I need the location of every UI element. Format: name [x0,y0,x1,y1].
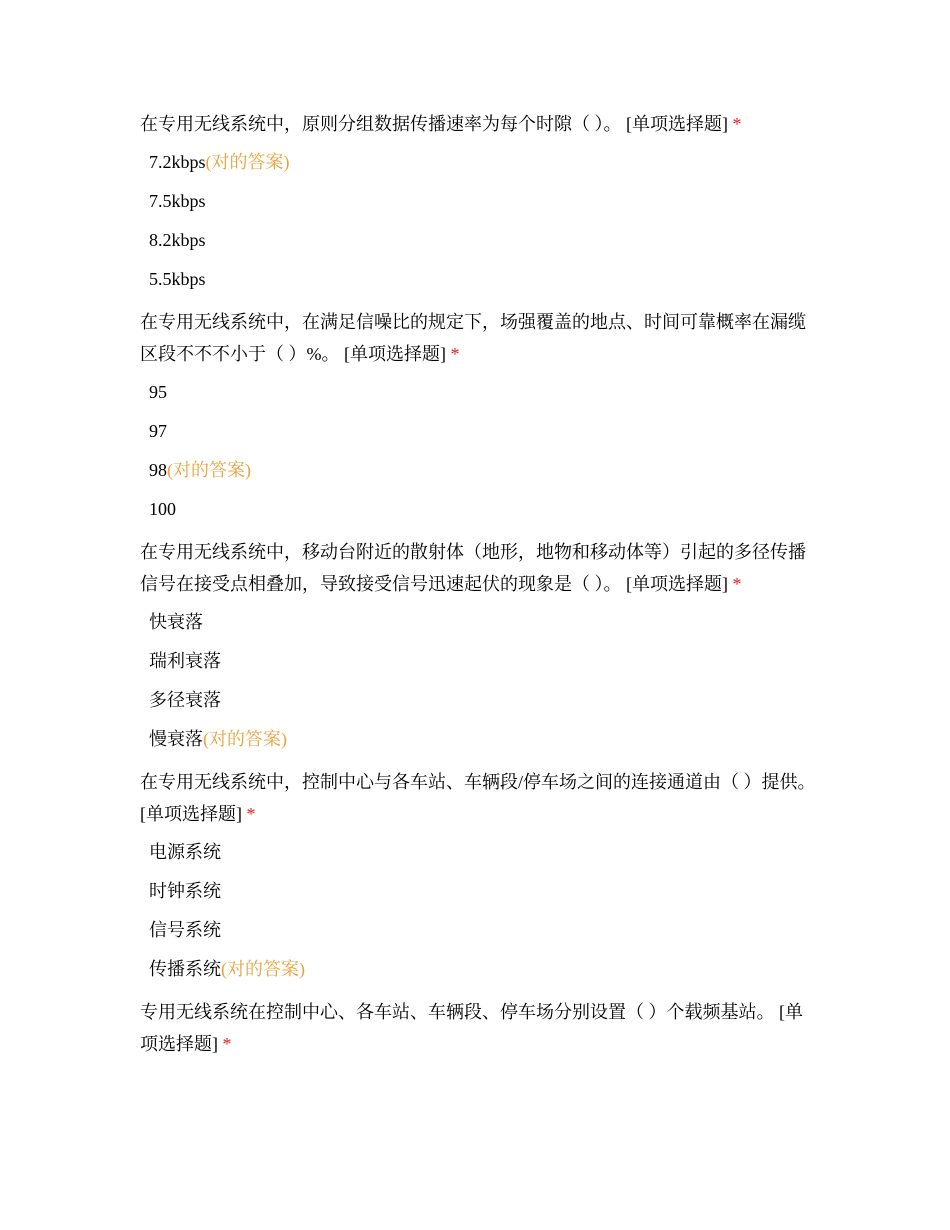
required-mark: * [732,114,742,134]
option-label: 7.2kbps [149,152,206,172]
quiz-document [140,108,820,1060]
question-block [140,306,820,521]
question-text [140,996,820,1060]
question-text [140,306,820,370]
question-stem: 在专用无线系统中，控制中心与各车站、车辆段/停车场之间的连接通道由（ ）提供。 [140,772,816,792]
question-type: [单项选择题] [626,114,728,134]
option-label: 快衰落 [149,612,203,632]
option-list [140,380,820,521]
required-mark: * [222,1034,232,1054]
option-item[interactable] [149,380,820,404]
option-label: 信号系统 [149,920,221,940]
required-mark: * [732,574,742,594]
question-block [140,536,820,751]
question-text [140,536,820,600]
option-list [140,150,820,291]
option-item[interactable] [149,458,820,482]
required-mark: * [450,344,460,364]
option-item[interactable] [149,649,820,673]
option-label: 98 [149,460,167,480]
question-type: [单项选择题] [626,574,728,594]
required-mark: * [246,804,256,824]
question-text [140,108,820,140]
option-item[interactable] [149,189,820,213]
option-label: 5.5kbps [149,269,206,289]
option-item[interactable] [149,688,820,712]
option-label: 97 [149,421,167,441]
option-item[interactable] [149,267,820,291]
question-block [140,766,820,981]
correct-answer-tag: (对的答案) [205,152,290,172]
correct-answer-tag: (对的答案) [221,959,305,979]
question-text [140,766,820,830]
option-label: 多径衰落 [149,690,221,710]
question-block [140,996,820,1060]
question-stem: 在专用无线系统中，移动台附近的散射体（地形，地物和移动体等）引起的多径传播信号在接受点相叠加，导致接受信号迅速起伏的现象是（ ）。 [140,542,806,594]
option-label: 传播系统 [149,959,221,979]
option-list [140,610,820,751]
question-type: [单项选择题] [140,1002,803,1054]
option-item[interactable] [149,228,820,252]
option-label: 7.5kbps [149,191,206,211]
question-type: [单项选择题] [344,344,446,364]
option-item[interactable] [149,879,820,903]
option-item[interactable] [149,840,820,864]
question-stem: 在专用无线系统中，原则分组数据传播速率为每个时隙（ ）。 [140,114,626,134]
option-list [140,840,820,981]
option-item[interactable] [149,918,820,942]
option-item[interactable] [149,419,820,443]
option-label: 瑞利衰落 [149,651,221,671]
correct-answer-tag: (对的答案) [203,729,287,749]
option-item[interactable] [149,497,820,521]
option-label: 时钟系统 [149,881,221,901]
question-stem: 专用无线系统在控制中心、各车站、车辆段、停车场分别设置（ ）个载频基站。 [140,1002,779,1022]
option-item[interactable] [149,957,820,981]
question-stem: 在专用无线系统中，在满足信噪比的规定下，场强覆盖的地点、时间可靠概率在漏缆区段不不不小于（ ）%。 [140,312,806,364]
option-item[interactable] [149,150,820,174]
question-type: [单项选择题] [140,804,242,824]
option-item[interactable] [149,727,820,751]
option-label: 电源系统 [149,842,221,862]
option-label: 95 [149,382,167,402]
option-label: 8.2kbps [149,230,206,250]
option-label: 慢衰落 [149,729,203,749]
option-label: 100 [149,499,176,519]
option-item[interactable] [149,610,820,634]
correct-answer-tag: (对的答案) [167,460,251,480]
question-block [140,108,820,291]
